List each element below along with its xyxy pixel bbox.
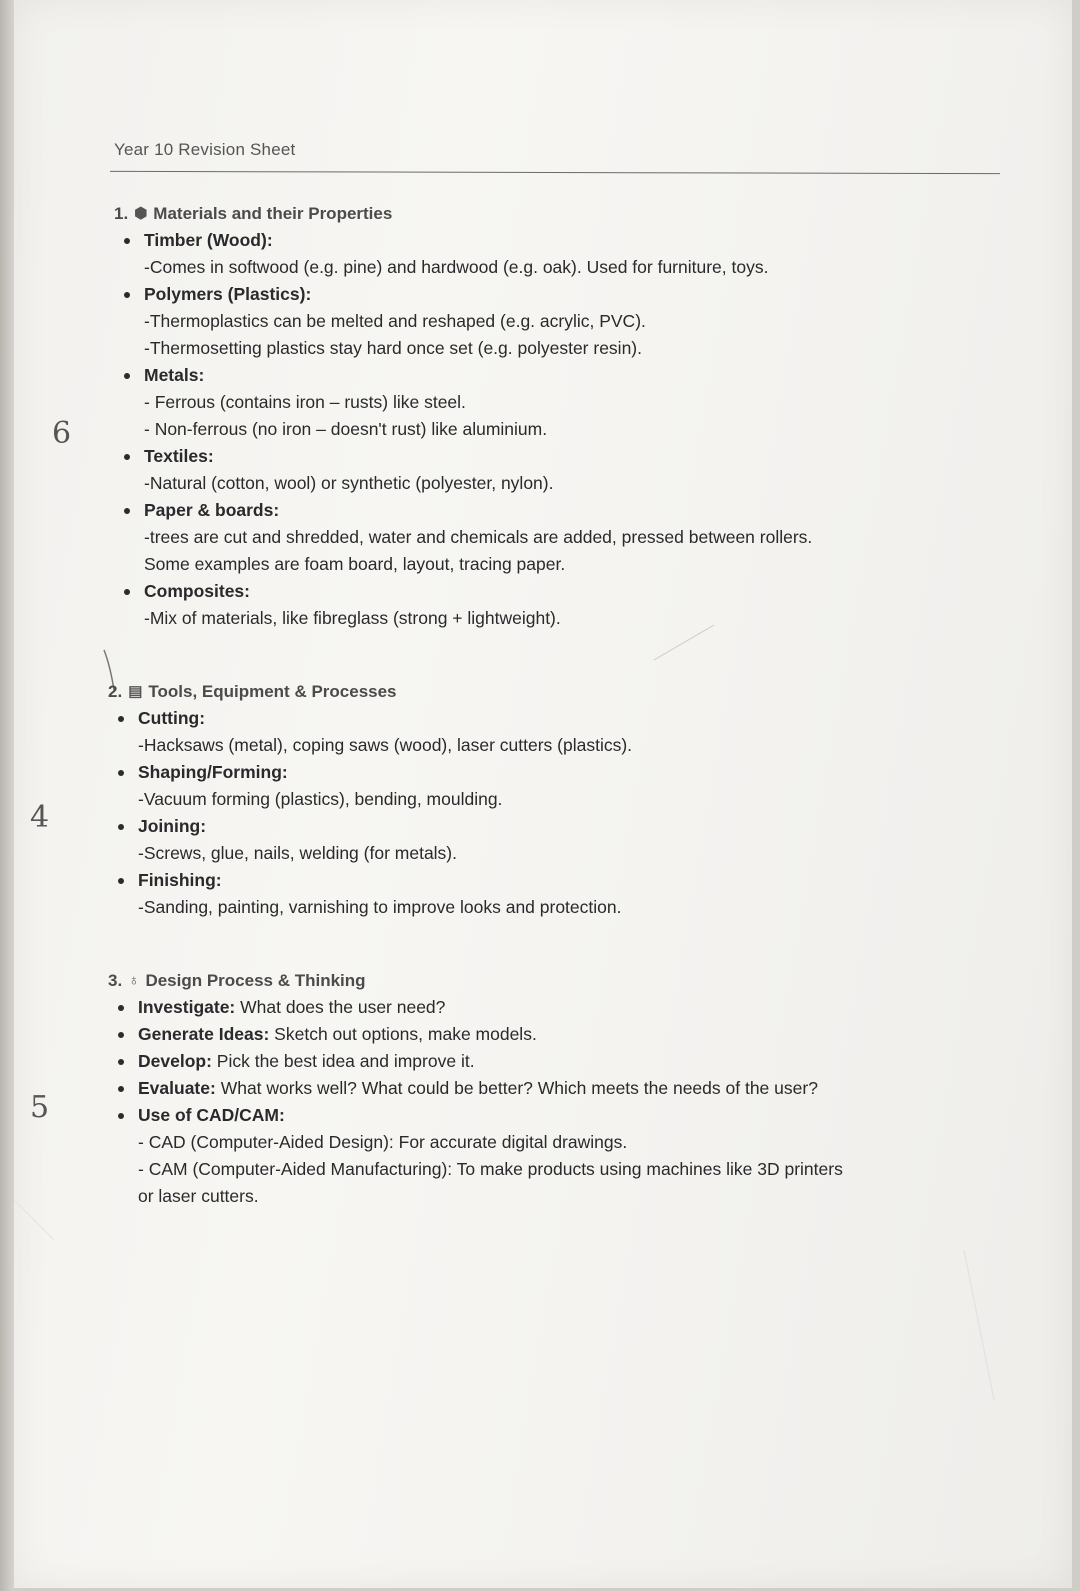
bullet-icon bbox=[118, 1113, 124, 1119]
list-item bbox=[108, 759, 1008, 813]
handwritten-score-section-3: 5 bbox=[30, 1090, 50, 1125]
item-description: Sketch out options, make models. bbox=[274, 1024, 537, 1044]
item-line: -Comes in softwood (e.g. pine) and hardwood (e.g. oak). Used for furniture, toys. bbox=[144, 257, 769, 277]
list-item bbox=[108, 994, 1008, 1021]
bullet-icon bbox=[124, 508, 130, 514]
item-line: or laser cutters. bbox=[138, 1186, 259, 1206]
item-title: Timber (Wood): bbox=[144, 230, 273, 250]
section-title bbox=[114, 200, 1008, 227]
list-item bbox=[114, 281, 1008, 362]
bullet-icon bbox=[118, 1086, 124, 1092]
list-item bbox=[108, 1102, 1008, 1210]
item-line: - CAD (Computer-Aided Design): For accurate digital drawings. bbox=[138, 1132, 628, 1152]
cube-icon: ⬢ bbox=[134, 205, 148, 222]
item-title: Generate Ideas: bbox=[138, 1024, 275, 1044]
item-title: Textiles: bbox=[144, 446, 214, 466]
revision-content bbox=[108, 200, 1008, 1210]
list-item bbox=[108, 705, 1008, 759]
section-heading: Design Process & Thinking bbox=[145, 971, 366, 990]
item-title: Evaluate: bbox=[138, 1078, 221, 1098]
section-heading: Materials and their Properties bbox=[153, 204, 393, 223]
item-title: Paper & boards: bbox=[144, 500, 280, 520]
item-line: -Natural (cotton, wool) or synthetic (polyester, nylon). bbox=[144, 473, 554, 493]
item-title: Cutting: bbox=[138, 708, 206, 728]
bullet-icon bbox=[124, 373, 130, 379]
item-line: Some examples are foam board, layout, tracing paper. bbox=[144, 554, 566, 574]
list-item bbox=[114, 497, 1008, 578]
bullet-icon bbox=[118, 770, 124, 776]
list-item bbox=[108, 1021, 1008, 1048]
list-item bbox=[114, 362, 1008, 443]
list-item bbox=[108, 867, 1008, 921]
bullet-icon bbox=[124, 292, 130, 298]
section-materials bbox=[114, 200, 1008, 632]
section-number: 1. bbox=[114, 204, 129, 223]
item-title: Composites: bbox=[144, 581, 250, 601]
list-item bbox=[114, 578, 1008, 632]
list-item bbox=[114, 227, 1008, 281]
item-line: -Hacksaws (metal), coping saws (wood), laser cutters (plastics). bbox=[138, 735, 633, 755]
list-item bbox=[114, 443, 1008, 497]
item-line: -Thermoplastics can be melted and reshaped (e.g. acrylic, PVC). bbox=[144, 311, 646, 331]
item-title: Finishing: bbox=[138, 870, 222, 890]
item-line: -Sanding, painting, varnishing to improve looks and protection. bbox=[138, 897, 622, 917]
item-title: Joining: bbox=[138, 816, 207, 836]
item-line: - CAM (Computer-Aided Manufacturing): To make products using machines like 3D printers bbox=[138, 1159, 843, 1179]
item-description: Pick the best idea and improve it. bbox=[216, 1051, 475, 1071]
item-title: Develop: bbox=[138, 1051, 217, 1071]
bullet-icon bbox=[118, 1032, 124, 1038]
item-title: Polymers (Plastics): bbox=[144, 284, 312, 304]
item-line: -Mix of materials, like fibreglass (strong + lightweight). bbox=[144, 608, 561, 628]
item-title: Investigate: bbox=[138, 997, 241, 1017]
bullet-icon bbox=[118, 1059, 124, 1065]
item-description: What works well? What could be better? Which meets the needs of the user? bbox=[220, 1078, 818, 1098]
section-title bbox=[108, 967, 1008, 994]
item-description: What does the user need? bbox=[240, 997, 446, 1017]
item-line: -Thermosetting plastics stay hard once set (e.g. polyester resin). bbox=[144, 338, 642, 358]
bullet-icon bbox=[118, 1005, 124, 1011]
item-line: - Ferrous (contains iron – rusts) like steel. bbox=[144, 392, 466, 412]
section-design-process bbox=[108, 967, 1008, 1210]
item-line: -Screws, glue, nails, welding (for metals). bbox=[138, 843, 457, 863]
section-title bbox=[108, 678, 1008, 705]
item-line: -Vacuum forming (plastics), bending, moulding. bbox=[138, 789, 503, 809]
handwritten-score-section-1: 6 bbox=[52, 416, 72, 451]
bullet-icon bbox=[118, 824, 124, 830]
bullet-icon bbox=[118, 878, 124, 884]
toolbox-icon: ▤ bbox=[128, 683, 143, 700]
sheet-header: Year 10 Revision Sheet bbox=[114, 140, 296, 159]
item-title: Shaping/Forming: bbox=[138, 762, 288, 782]
section-number: 3. bbox=[108, 971, 123, 990]
list-item bbox=[108, 813, 1008, 867]
list-item bbox=[108, 1048, 1008, 1075]
item-title: Use of CAD/CAM: bbox=[138, 1105, 285, 1125]
bullet-icon bbox=[124, 454, 130, 460]
bullet-icon bbox=[118, 716, 124, 722]
item-title: Metals: bbox=[144, 365, 205, 385]
item-line: - Non-ferrous (no iron – doesn't rust) like aluminium. bbox=[144, 419, 548, 439]
bullet-icon bbox=[124, 589, 130, 595]
section-tools bbox=[108, 678, 1008, 921]
handwritten-score-section-2: 4 bbox=[30, 800, 50, 835]
bullet-icon bbox=[124, 238, 130, 244]
page-left-edge bbox=[0, 0, 14, 1591]
section-number: 2. bbox=[108, 682, 123, 701]
section-heading: Tools, Equipment & Processes bbox=[148, 682, 397, 701]
lightbulb-icon: ♁ bbox=[128, 972, 140, 989]
list-item bbox=[108, 1075, 1008, 1102]
item-line: -trees are cut and shredded, water and chemicals are added, pressed between rollers. bbox=[144, 527, 813, 547]
